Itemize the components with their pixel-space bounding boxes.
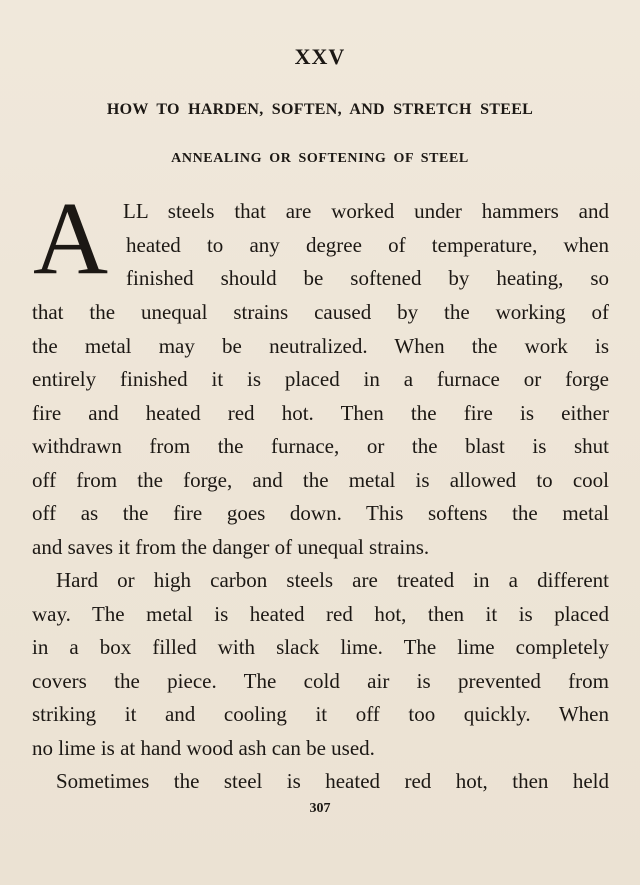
text-line: Hard or high carbon steels are treated in a different bbox=[56, 568, 609, 592]
text-line: off from the forge, and the metal is allowed to cool bbox=[32, 468, 609, 492]
text-line: entirely finished it is placed in a furnace or forge bbox=[32, 367, 609, 391]
text-line: way. The metal is heated red hot, then it is placed bbox=[32, 602, 609, 626]
text-line: Sometimes the steel is heated red hot, then held bbox=[56, 769, 609, 793]
text-line: in a box filled with slack lime. The lime completely bbox=[32, 635, 609, 659]
text-line: striking it and cooling it off too quickly. When bbox=[32, 702, 609, 726]
page-number: 307 bbox=[309, 801, 331, 816]
text-line: withdrawn from the furnace, or the blast is shut bbox=[32, 434, 609, 458]
text-line: the metal may be neutralized. When the work is bbox=[32, 334, 609, 358]
chapter-title: HOW TO HARDEN, SOFTEN, AND STRETCH STEEL bbox=[106, 101, 534, 118]
text-line: covers the piece. The cold air is prevented from bbox=[32, 669, 609, 693]
text-line: LL steels that are worked under hammers and bbox=[123, 199, 609, 223]
chapter-number: XXV bbox=[294, 44, 346, 69]
text-line: that the unequal strains caused by the working of bbox=[32, 300, 609, 324]
drop-cap: A bbox=[33, 181, 109, 296]
text-line: and saves it from the danger of unequal strains. bbox=[32, 535, 430, 559]
text-line: fire and heated red hot. Then the fire is either bbox=[32, 401, 609, 425]
text-line: no lime is at hand wood ash can be used. bbox=[32, 736, 375, 760]
section-title: ANNEALING OR SOFTENING OF STEEL bbox=[171, 151, 469, 166]
text-line: off as the fire goes down. This softens the metal bbox=[32, 501, 609, 525]
text-line: heated to any degree of temperature, when bbox=[126, 233, 609, 257]
text-line: finished should be softened by heating, so bbox=[126, 266, 609, 290]
